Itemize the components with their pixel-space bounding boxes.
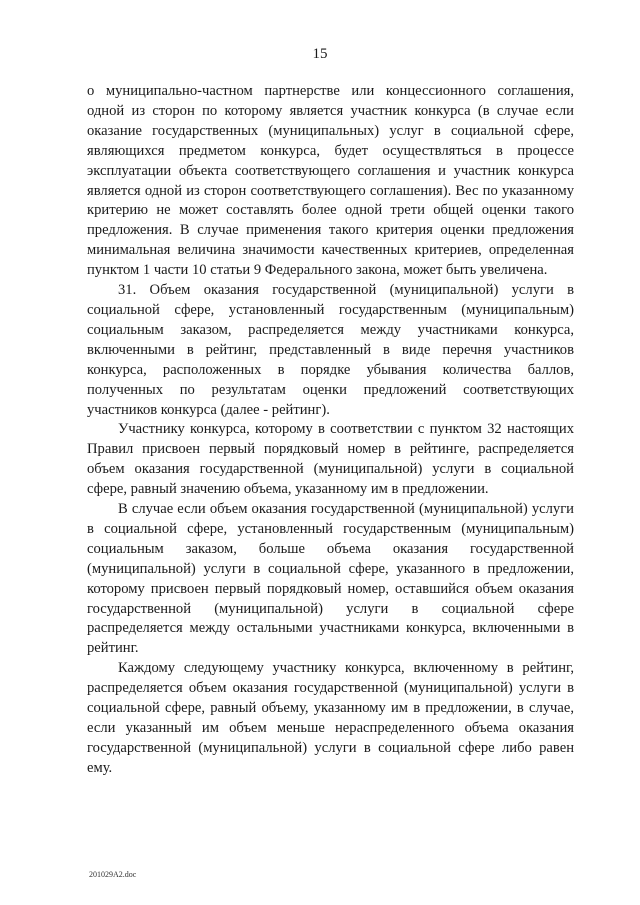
paragraph-clause-31: 31. Объем оказания государственной (муниципальной) услуги в социальной сфере, установленный государственным (муниципальным) социальным заказом, распределяется между участниками конкурса, включенными в рейтинг, представленный в виде перечня участников конкурса, расположенных в порядке убывания количества баллов, полученных по результатам оценки предложений соответствующих участников конкурса (далее - рейтинг).	[87, 282, 574, 418]
paragraph-first-place: Участнику конкурса, которому в соответствии с пунктом 32 настоящих Правил присвоен первый порядковый номер в рейтинге, распределяется объем оказания государственной (муниципальной) услуги в социальной сфере, равный значению объема, указанному им в предложении.	[87, 421, 574, 498]
document-body	[87, 82, 574, 779]
paragraph-next-participant: Каждому следующему участнику конкурса, включенному в рейтинг, распределяется объем оказания государственной (муниципальной) услуги в социальной сфере, равный объему, указанному им в предложении, в случае, если указанный им объем меньше нераспределенного объема оказания государственной (муниципальной) услуги в социальной сфере либо равен ему.	[87, 660, 574, 776]
page-number: 15	[312, 46, 328, 62]
paragraph-remaining-volume: В случае если объем оказания государственной (муниципальной) услуги в социальной сфере, установленный государственным (муниципальным) социальным заказом, больше объема оказания государственной (муниципальной) услуги в социальной сфере, указанного в предложении, которому присвоен первый порядковый номер, оставшийся объем оказания государственной (муниципальной) услуги в социальной сфере распределяется между остальными участниками конкурса, включенными в рейтинг.	[87, 501, 574, 657]
paragraph-continuation: о муниципально-частном партнерстве или концессионного соглашения, одной из сторон по которому является участник конкурса (в случае если оказание государственных (муниципальных) услуг в социальной сфере, являющихся предметом конкурса, будет осуществляться в процессе эксплуатации объекта соответствующего соглашения и участник конкурса является одной из сторон соответствующего соглашения). Вес по указанному критерию не может составлять более одной трети общей оценки такого предложения. В случае применения такого критерия оценки предложения минимальная величина значимости качественных критериев, определенная пунктом 1 части 10 статьи 9 Федерального закона, может быть увеличена.	[87, 83, 574, 279]
footer-file-code: 201029A2.doc	[89, 870, 137, 879]
